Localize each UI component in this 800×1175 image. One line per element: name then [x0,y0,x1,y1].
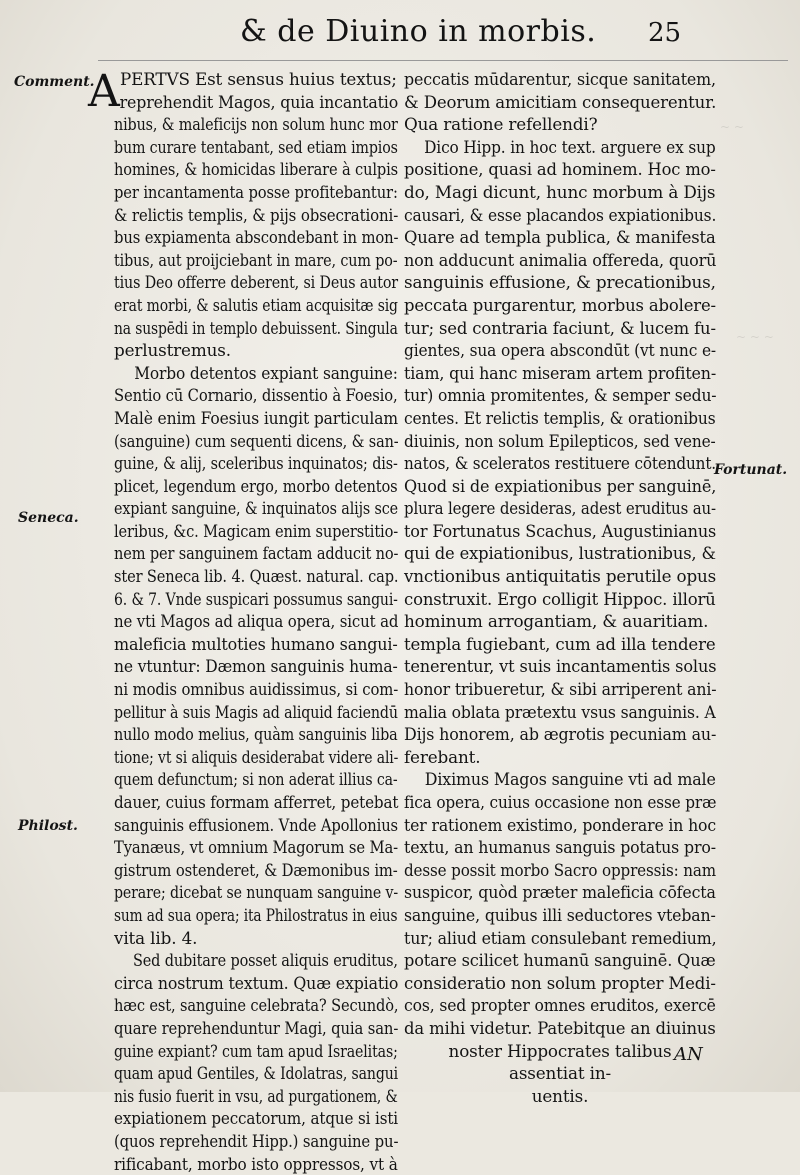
text-line: ne vtuntur: Dæmon sanguinis huma- [114,655,377,678]
text-line: perlustremus. [114,339,398,362]
text-line: sanguinis effusione, & precationibus, [404,271,716,294]
text-line: nem per sanguinem factam adducit no- [114,542,360,565]
text-line: expiationem peccatorum, atque si isti [114,1107,370,1130]
text-line: consideratio non solum propter Medi- [404,972,711,995]
text-line: tiam, qui hanc miseram artem profiten- [404,362,699,385]
text-line: cos, sed propter omnes eruditos, exercē [404,994,694,1017]
text-line: causari, & esse placandos expiationibus. [404,204,690,227]
text-line: qui de expiationibus, lustrationibus, & [404,542,707,565]
text-line: Morbo detentos expiant sanguine: [114,362,375,385]
text-line: bum curare tentabant, sed etiam impios [114,136,354,159]
text-line: Diximus Magos sanguine vti ad male [404,768,699,791]
text-line: diuinis, non solum Epilepticos, sed vene- [404,430,689,453]
text-line: (quos reprehendit Hipp.) sanguine pu- [114,1130,365,1153]
text-line: ter rationem existimo, ponderare in hoc [404,814,695,837]
text-line: gientes, sua opera abscondūt (vt nunc e- [404,339,690,362]
catchword: AN [674,1044,703,1065]
text-line: homines, & homicidas liberare à culpis [114,158,361,181]
right-text-column [404,68,716,1107]
text-line: tor Fortunatus Scachus, Augustinianus [404,520,703,543]
text-line: & Deorum amicitiam consequerentur. [404,91,712,114]
text-line: ni modis omnibus auidissimus, si com- [114,678,365,701]
text-line: vnctionibus antiquitatis perutile opus [404,565,715,588]
text-line: maleficia multoties humano sangui- [114,633,384,656]
text-line: tenerentur, vt suis incantamentis solus [404,655,704,678]
text-line: dauer, cuius formam afferret, petebat [114,791,370,814]
text-line: textu, an humanus sanguis potatus pro- [404,836,697,859]
text-line: ne vti Magos ad aliqua opera, sicut ad [114,610,367,633]
text-line: reprehendit Magos, quia incantatio [114,91,381,114]
text-line: perare; dicebat se nunquam sanguine v- [114,881,353,904]
text-line: na suspēdi in templo debuissent. Singula [114,317,349,340]
text-line: tius Deo offerre deberent, si Deus autor [114,271,355,294]
text-line: bus expiamenta abscondebant in mon- [114,226,364,249]
text-line: tur) omnia promitentes, & semper sedu- [404,384,693,407]
text-line: erat morbi, & salutis etiam acquisitæ sig [114,294,350,317]
text-line: assentiat in- [404,1062,716,1085]
text-line: centes. Et relictis templis, & orationibus [404,407,691,430]
show-through-mark: ~ ~ ~ [736,330,774,344]
text-line: Sed dubitare posset aliquis eruditus, [114,949,359,972]
text-line: PERTVS Est sensus huius textus; [114,68,398,91]
text-line: Malè enim Foesius iungit particulam [114,407,377,430]
text-line: positione, quasi ad hominem. Hoc mo- [404,158,707,181]
text-line: circa nostrum textum. Quæ expiatio [114,972,381,995]
text-line: quem defunctum; si non aderat illius ca- [114,768,353,791]
text-line: gistrum ostenderet, & Dæmonibus im- [114,859,364,882]
text-line: rificabant, morbo isto oppressos, vt à [114,1153,372,1175]
text-line: leribus, &c. Magicam enim superstitio- [114,520,361,543]
text-line: Quod si de expiationibus per sanguinē, [404,475,703,498]
text-line: tur; sed contraria faciunt, & lucem fu- [404,317,709,340]
text-line: Quare ad templa publica, & manifesta [404,226,708,249]
text-line: nullo modo melius, quàm sanguinis liba [114,723,357,746]
text-line: expiant sanguine, & inquinatos alijs sce [114,497,356,520]
show-through-mark: ~ ~ [720,120,744,134]
text-line: suspicor, quòd præter maleficia cōfecta [404,881,697,904]
text-line: noster Hippocrates talibus [404,1040,716,1063]
margin-note-philost: Philost. [18,818,78,834]
margin-note-comment: Comment. [14,74,95,90]
text-line: natos, & sceleratos restituere cōtendunt. [404,452,687,475]
text-line: do, Magi dicunt, hunc morbum à Dijs [404,181,716,204]
text-line: templa fugiebant, cum ad illa tendere [404,633,712,656]
text-line: quare reprehenduntur Magi, quia san- [114,1017,364,1040]
text-line: malia oblata prætextu vsus sanguinis. A [404,701,694,724]
text-line: tibus, aut proijciebant in mare, cum po- [114,249,357,272]
drop-initial: A [88,70,120,114]
text-line: uentis. [404,1085,716,1108]
page-number: 25 [648,18,681,48]
text-line: peccata purgarentur, morbus abolere- [404,294,709,317]
text-line: sanguinis effusionem. Vnde Apollonius [114,814,363,837]
text-line: Tyanæus, vt omnium Magorum se Ma- [114,836,364,859]
text-line: desse possit morbo Sacro oppressis: nam [404,859,685,882]
text-line: plura legere desideras, adest eruditus au- [404,497,682,520]
text-line: peccatis mūdarentur, sicque sanitatem, [404,68,699,91]
text-line: fica opera, cuius occasione non esse præ [404,791,688,814]
text-line: Dijs honorem, ab ægrotis pecuniam au- [404,723,699,746]
text-line: potare scilicet humanū sanguinē. Quæ [404,949,704,972]
text-line: tione; vt si aliquis desiderabat videre ali- [114,746,351,769]
text-line: per incantamenta posse profitebantur: [114,181,363,204]
margin-note-fortunat: Fortunat. [714,462,787,478]
text-line: hæc est, sanguine celebrata? Secundò, [114,994,361,1017]
text-line: (sanguine) cum sequenti dicens, & san- [114,430,359,453]
text-line: Dico Hipp. in hoc text. arguere ex sup [404,136,689,159]
left-text-column [114,68,398,1175]
text-line: quam apud Gentiles, & Idolatras, sangui [114,1062,352,1085]
text-line: construxit. Ergo colligit Hippoc. illorū [404,588,710,611]
text-line: pellitur à suis Magis ad aliquid faciendū [114,701,354,724]
running-head: & de Diuino in morbis. [240,14,596,49]
text-line: sum ad sua opera; ita Philostratus in eius [114,904,346,927]
text-line: & relictis templis, & pijs obsecrationi- [114,204,368,227]
text-line: tur; aliud etiam consulebant remedium, [404,927,697,950]
text-line: Sentio cū Cornario, dissentio à Foesio, [114,384,364,407]
text-line: ferebant. [404,746,716,769]
text-line: ster Seneca lib. 4. Quæst. natural. cap. [114,565,361,588]
text-line: nibus, & maleficijs non solum hunc mor [114,113,356,136]
text-line: honor tribueretur, & sibi arriperent ani- [404,678,696,701]
text-line: guine, & alij, sceleribus inquinatos; dis- [114,452,357,475]
text-line: Qua ratione refellendi? [404,113,716,136]
text-line: nis fusio fuerit in vsu, ad purgationem, & [114,1085,348,1108]
text-line: vita lib. 4. [114,927,398,950]
margin-note-seneca: Seneca. [18,510,79,526]
text-line: sanguine, quibus illi seductores vteban- [404,904,696,927]
text-line: non adducunt animalia offereda, quorū [404,249,702,272]
text-line: hominum arrogantiam, & auaritiam. [404,610,716,633]
text-line: plicet, legendum ergo, morbo detentos [114,475,361,498]
text-line: 6. & 7. Vnde suspicari possumus sangui- [114,588,351,611]
text-line: da mihi videtur. Patebitque an diuinus [404,1017,709,1040]
text-line: guine expiant? cum tam apud Israelitas; [114,1040,353,1063]
header-rule [98,60,788,61]
